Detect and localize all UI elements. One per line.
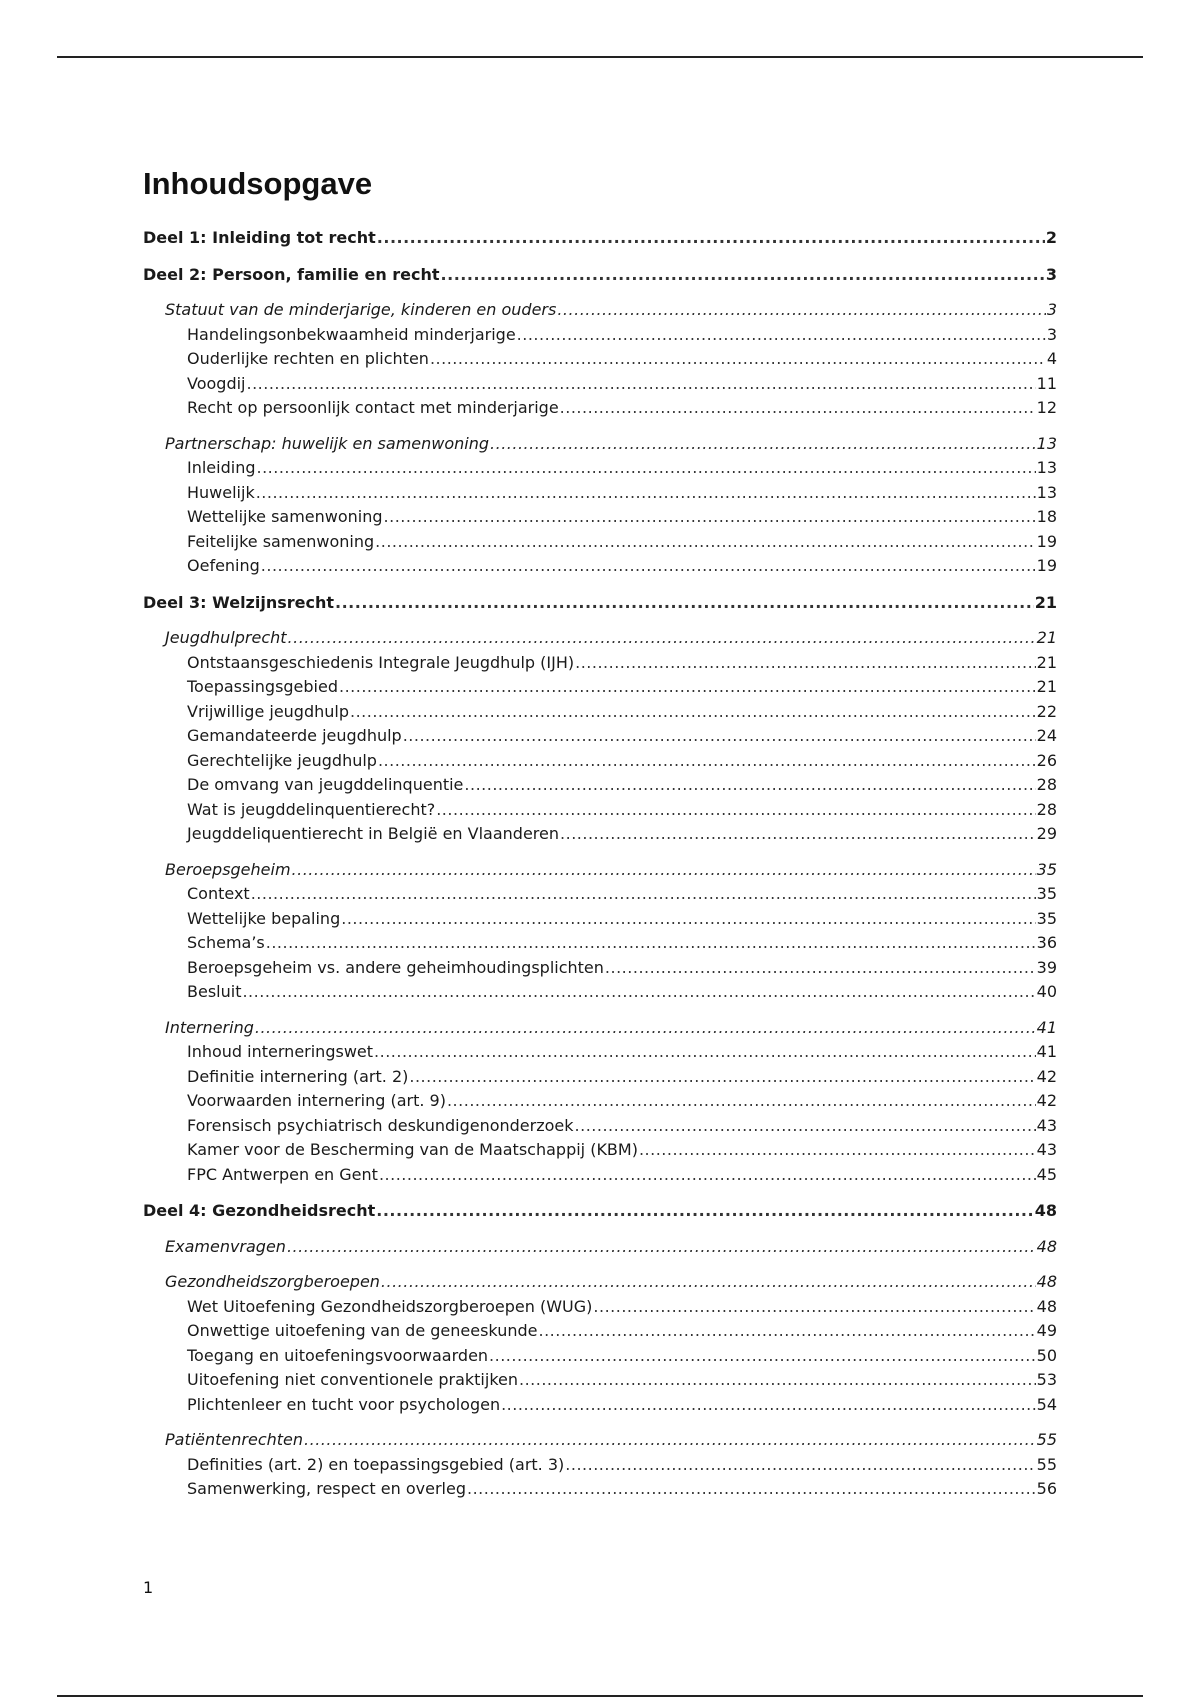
toc-section-entry-page: 50 bbox=[1036, 1345, 1057, 1365]
toc-part bbox=[143, 591, 1057, 1188]
toc-section-entry[interactable] bbox=[143, 773, 1057, 798]
toc-section-entry[interactable] bbox=[143, 1477, 1057, 1502]
toc-chapter-entry[interactable] bbox=[143, 432, 1057, 457]
dot-leader bbox=[304, 1428, 1036, 1453]
toc-section-entry[interactable] bbox=[143, 651, 1057, 676]
toc-section-entry-page: 13 bbox=[1036, 482, 1057, 502]
toc-section-entry-page: 19 bbox=[1036, 531, 1057, 551]
dot-leader bbox=[441, 263, 1045, 288]
toc-chapter-group bbox=[143, 1270, 1057, 1417]
toc-section-entry-label: Toepassingsgebied bbox=[187, 677, 338, 696]
dot-leader bbox=[436, 798, 1035, 823]
toc-section-entry[interactable] bbox=[143, 700, 1057, 725]
toc-chapter-group bbox=[143, 1016, 1057, 1188]
toc-section-entry-label: Wat is jeugddelinquentierecht? bbox=[187, 799, 436, 819]
footer-rule bbox=[57, 1695, 1143, 1697]
dot-leader bbox=[565, 1453, 1035, 1478]
dot-leader bbox=[557, 298, 1045, 323]
toc-section-entry-page: 35 bbox=[1036, 884, 1057, 903]
toc-chapter-entry[interactable] bbox=[143, 1235, 1057, 1260]
toc-section-entry[interactable] bbox=[143, 372, 1057, 397]
toc-section-entry-label: Inleiding bbox=[187, 458, 256, 477]
toc-section-entry[interactable] bbox=[143, 675, 1057, 700]
dot-leader bbox=[467, 1477, 1036, 1502]
toc-chapter-entry[interactable] bbox=[143, 626, 1057, 651]
toc-chapter-entry-label: Partnerschap: huwelijk en samenwoning bbox=[165, 433, 490, 453]
toc-section-entry[interactable] bbox=[143, 505, 1057, 530]
toc-chapter-entry[interactable] bbox=[143, 1428, 1057, 1453]
toc-section-entry[interactable] bbox=[143, 1089, 1057, 1114]
dot-leader bbox=[374, 1040, 1036, 1065]
toc-section-entry[interactable] bbox=[143, 456, 1057, 481]
toc-section-entry-page: 45 bbox=[1036, 1164, 1057, 1184]
toc-section-entry[interactable] bbox=[143, 323, 1057, 348]
toc-chapter-entry-label: Patiëntenrechten bbox=[165, 1430, 304, 1449]
toc-section-entry[interactable] bbox=[143, 530, 1057, 555]
dot-leader bbox=[376, 1199, 1033, 1224]
toc-section-entry-label: Uitoefening niet conventionele praktijken bbox=[187, 1370, 518, 1389]
dot-leader bbox=[538, 1319, 1035, 1344]
toc-part-entry-label: Deel 3: Welzijnsrecht bbox=[143, 592, 335, 612]
toc-section-entry-label: Recht op persoonlijk contact met minderjarige bbox=[187, 398, 559, 417]
dot-leader bbox=[377, 226, 1045, 251]
dot-leader bbox=[350, 700, 1036, 725]
toc-chapter-group bbox=[143, 1428, 1057, 1502]
dot-leader bbox=[447, 1089, 1036, 1114]
toc-section-entry-page: 42 bbox=[1036, 1066, 1057, 1086]
toc-part bbox=[143, 1199, 1057, 1502]
toc-section-entry[interactable] bbox=[143, 1138, 1057, 1163]
toc-section-entry-label: Besluit bbox=[187, 982, 242, 1001]
toc-chapter-group bbox=[143, 1235, 1057, 1260]
toc-section-entry-page: 42 bbox=[1036, 1091, 1057, 1110]
toc-section-entry-label: Onwettige uitoefening van de geneeskunde bbox=[187, 1321, 538, 1340]
toc-section-entry-page: 4 bbox=[1046, 349, 1057, 368]
toc-section-entry-page: 13 bbox=[1036, 458, 1057, 477]
toc-section-entry-page: 28 bbox=[1036, 775, 1057, 794]
toc-section-entry[interactable] bbox=[143, 980, 1057, 1005]
toc-section-entry-label: Voogdij bbox=[187, 373, 246, 393]
toc-chapter-entry[interactable] bbox=[143, 1016, 1057, 1041]
toc-section-entry-label: Wettelijke samenwoning bbox=[187, 507, 383, 526]
toc-section-entry-label: Huwelijk bbox=[187, 482, 255, 502]
toc-section-entry-page: 28 bbox=[1036, 799, 1057, 819]
toc-section-entry-page: 3 bbox=[1046, 324, 1057, 344]
toc-section-entry-page: 11 bbox=[1036, 373, 1057, 393]
dot-leader bbox=[246, 372, 1035, 397]
toc-part-entry-label: Deel 4: Gezondheidsrecht bbox=[143, 1201, 376, 1220]
toc-chapter-entry-label: Statuut van de minderjarige, kinderen en ouders bbox=[165, 300, 557, 319]
toc-section-entry-label: Ontstaansgeschiedenis Integrale Jeugdhulp (IJH) bbox=[187, 652, 575, 672]
toc-section-entry[interactable] bbox=[143, 798, 1057, 823]
toc-section-entry-page: 43 bbox=[1036, 1115, 1057, 1135]
toc-section-entry-page: 19 bbox=[1036, 556, 1057, 575]
toc-part-entry[interactable] bbox=[143, 591, 1057, 616]
toc-section-entry[interactable] bbox=[143, 724, 1057, 749]
toc-section-entry-label: Vrijwillige jeugdhulp bbox=[187, 701, 349, 721]
toc-section-entry-page: 21 bbox=[1036, 652, 1057, 672]
toc-chapter-entry[interactable] bbox=[143, 1270, 1057, 1295]
toc-section-entry-page: 36 bbox=[1036, 933, 1057, 952]
toc-section-entry-label: Handelingsonbekwaamheid minderjarige bbox=[187, 324, 516, 344]
dot-leader bbox=[251, 882, 1036, 907]
toc-section-entry[interactable] bbox=[143, 907, 1057, 932]
toc-part-entry-page: 21 bbox=[1034, 592, 1057, 612]
dot-leader bbox=[256, 481, 1036, 506]
dot-leader bbox=[409, 1065, 1035, 1090]
toc-section-entry[interactable] bbox=[143, 1319, 1057, 1344]
toc-section-entry[interactable] bbox=[143, 931, 1057, 956]
toc-section-entry-label: FPC Antwerpen en Gent bbox=[187, 1164, 378, 1184]
toc-section-entry-label: Voorwaarden internering (art. 9) bbox=[187, 1091, 446, 1110]
toc-chapter-entry-page: 35 bbox=[1036, 859, 1057, 879]
toc-part bbox=[143, 226, 1057, 251]
toc-part-entry-page: 48 bbox=[1034, 1201, 1057, 1220]
dot-leader bbox=[575, 651, 1036, 676]
dot-leader bbox=[593, 1295, 1035, 1320]
toc-section-entry-page: 24 bbox=[1036, 726, 1057, 745]
dot-leader bbox=[384, 505, 1036, 530]
toc-section-entry[interactable] bbox=[143, 481, 1057, 506]
dot-leader bbox=[490, 432, 1036, 457]
toc-chapter-group bbox=[143, 858, 1057, 1005]
dot-leader bbox=[375, 530, 1035, 555]
header-rule bbox=[57, 56, 1143, 58]
toc-chapter-entry-page: 41 bbox=[1036, 1017, 1057, 1037]
dot-leader bbox=[257, 456, 1036, 481]
dot-leader bbox=[266, 931, 1036, 956]
toc-chapter-entry-label: Beroepsgeheim bbox=[165, 859, 291, 879]
dot-leader bbox=[341, 907, 1035, 932]
dot-leader bbox=[575, 1114, 1036, 1139]
toc-section-entry[interactable] bbox=[143, 1114, 1057, 1139]
toc-chapter-entry-label: Jeugdhulprecht bbox=[165, 628, 287, 647]
toc-section-entry-label: Context bbox=[187, 884, 250, 903]
toc-section-entry[interactable] bbox=[143, 822, 1057, 847]
toc-section-entry[interactable] bbox=[143, 1065, 1057, 1090]
dot-leader bbox=[261, 554, 1036, 579]
toc-section-entry[interactable] bbox=[143, 1393, 1057, 1418]
toc-section-entry-page: 12 bbox=[1036, 398, 1057, 417]
toc-section-entry[interactable] bbox=[143, 1040, 1057, 1065]
toc-section-entry-label: Toegang en uitoefeningsvoorwaarden bbox=[187, 1345, 489, 1365]
toc-section-entry-page: 29 bbox=[1036, 824, 1057, 843]
toc-section-entry[interactable] bbox=[143, 1344, 1057, 1369]
toc-section-entry[interactable] bbox=[143, 956, 1057, 981]
toc-section-entry[interactable] bbox=[143, 396, 1057, 421]
dot-leader bbox=[335, 591, 1034, 616]
toc-section-entry[interactable] bbox=[143, 1453, 1057, 1478]
toc-chapter-entry-page: 21 bbox=[1036, 628, 1057, 647]
toc-section-entry-page: 26 bbox=[1036, 750, 1057, 770]
toc-section-entry-label: Definities (art. 2) en toepassingsgebied (art. 3) bbox=[187, 1454, 565, 1474]
page-title: Inhoudsopgave bbox=[143, 166, 373, 201]
dot-leader bbox=[378, 749, 1036, 774]
dot-leader bbox=[381, 1270, 1036, 1295]
dot-leader bbox=[288, 626, 1036, 651]
toc-section-entry-label: Oefening bbox=[187, 556, 260, 575]
page-number: 1 bbox=[143, 1578, 154, 1597]
toc-chapter-entry-page: 55 bbox=[1036, 1430, 1057, 1449]
toc-section-entry-page: 35 bbox=[1036, 908, 1057, 928]
toc-section-entry-page: 48 bbox=[1036, 1296, 1057, 1316]
toc-section-entry[interactable] bbox=[143, 882, 1057, 907]
toc-chapter-group bbox=[143, 432, 1057, 579]
dot-leader bbox=[560, 822, 1036, 847]
toc-section-entry[interactable] bbox=[143, 1368, 1057, 1393]
toc-section-entry-label: Ouderlijke rechten en plichten bbox=[187, 349, 429, 368]
toc-section-entry-page: 55 bbox=[1036, 1454, 1057, 1474]
toc-section-entry-label: Samenwerking, respect en overleg bbox=[187, 1479, 466, 1498]
toc-section-entry[interactable] bbox=[143, 554, 1057, 579]
dot-leader bbox=[464, 773, 1035, 798]
toc-section-entry-page: 22 bbox=[1036, 701, 1057, 721]
toc-section-entry-label: Forensisch psychiatrisch deskundigenonderzoek bbox=[187, 1115, 574, 1135]
dot-leader bbox=[287, 1235, 1036, 1260]
toc-part-entry-label: Deel 2: Persoon, familie en recht bbox=[143, 264, 440, 284]
toc-section-entry-page: 54 bbox=[1036, 1394, 1057, 1414]
toc-section-entry-label: Inhoud interneringswet bbox=[187, 1042, 374, 1061]
toc-part-entry-label: Deel 1: Inleiding tot recht bbox=[143, 228, 376, 247]
dot-leader bbox=[379, 1163, 1036, 1188]
toc-section-entry-page: 56 bbox=[1036, 1479, 1057, 1498]
toc-chapter-entry[interactable] bbox=[143, 298, 1057, 323]
dot-leader bbox=[292, 858, 1036, 883]
toc-chapter-entry-page: 48 bbox=[1036, 1236, 1057, 1256]
toc-part-entry[interactable] bbox=[143, 263, 1057, 288]
table-of-contents bbox=[143, 226, 1057, 1514]
dot-leader bbox=[339, 675, 1036, 700]
toc-section-entry-label: Feitelijke samenwoning bbox=[187, 531, 375, 551]
toc-part-entry[interactable] bbox=[143, 1199, 1057, 1224]
dot-leader bbox=[489, 1344, 1036, 1369]
dot-leader bbox=[255, 1016, 1036, 1041]
dot-leader bbox=[501, 1393, 1036, 1418]
toc-section-entry-label: Schema’s bbox=[187, 933, 265, 952]
dot-leader bbox=[242, 980, 1035, 1005]
toc-section-entry-page: 43 bbox=[1036, 1140, 1057, 1159]
toc-section-entry-label: Gemandateerde jeugdhulp bbox=[187, 726, 402, 745]
toc-section-entry-page: 18 bbox=[1036, 507, 1057, 526]
dot-leader bbox=[605, 956, 1036, 981]
toc-section-entry-page: 39 bbox=[1036, 957, 1057, 977]
toc-section-entry-page: 40 bbox=[1036, 982, 1057, 1001]
toc-section-entry-page: 21 bbox=[1036, 677, 1057, 696]
toc-section-entry-label: Jeugddeliquentierecht in België en Vlaanderen bbox=[187, 824, 560, 843]
toc-chapter-group bbox=[143, 626, 1057, 847]
toc-section-entry-label: Plichtenleer en tucht voor psychologen bbox=[187, 1394, 501, 1414]
toc-section-entry-label: De omvang van jeugddelinquentie bbox=[187, 775, 464, 794]
toc-section-entry-label: Wettelijke bepaling bbox=[187, 908, 341, 928]
toc-chapter-entry-page: 13 bbox=[1036, 433, 1057, 453]
toc-chapter-group bbox=[143, 298, 1057, 421]
dot-leader bbox=[430, 347, 1046, 372]
dot-leader bbox=[519, 1368, 1036, 1393]
toc-section-entry-label: Wet Uitoefening Gezondheidszorgberoepen (WUG) bbox=[187, 1296, 593, 1316]
toc-section-entry[interactable] bbox=[143, 347, 1057, 372]
toc-section-entry-label: Kamer voor de Bescherming van de Maatschappij (KBM) bbox=[187, 1140, 638, 1159]
toc-chapter-entry[interactable] bbox=[143, 858, 1057, 883]
toc-part-entry-page: 2 bbox=[1045, 228, 1057, 247]
toc-chapter-entry-label: Examenvragen bbox=[165, 1236, 286, 1256]
toc-section-entry-page: 49 bbox=[1036, 1321, 1057, 1340]
dot-leader bbox=[517, 323, 1046, 348]
toc-part-entry[interactable] bbox=[143, 226, 1057, 251]
toc-chapter-entry-page: 48 bbox=[1036, 1272, 1057, 1291]
toc-part bbox=[143, 263, 1057, 579]
toc-section-entry-label: Gerechtelijke jeugdhulp bbox=[187, 750, 377, 770]
toc-section-entry-label: Beroepsgeheim vs. andere geheimhoudingsplichten bbox=[187, 957, 604, 977]
toc-section-entry[interactable] bbox=[143, 1295, 1057, 1320]
toc-section-entry-page: 41 bbox=[1036, 1042, 1057, 1061]
toc-section-entry-label: Definitie internering (art. 2) bbox=[187, 1066, 409, 1086]
dot-leader bbox=[403, 724, 1036, 749]
toc-chapter-entry-page: 3 bbox=[1046, 300, 1057, 319]
toc-section-entry-page: 53 bbox=[1036, 1370, 1057, 1389]
toc-section-entry[interactable] bbox=[143, 1163, 1057, 1188]
toc-section-entry[interactable] bbox=[143, 749, 1057, 774]
toc-part-entry-page: 3 bbox=[1045, 264, 1057, 284]
toc-chapter-entry-label: Gezondheidszorgberoepen bbox=[165, 1272, 380, 1291]
dot-leader bbox=[560, 396, 1036, 421]
dot-leader bbox=[639, 1138, 1036, 1163]
toc-chapter-entry-label: Internering bbox=[165, 1017, 254, 1037]
